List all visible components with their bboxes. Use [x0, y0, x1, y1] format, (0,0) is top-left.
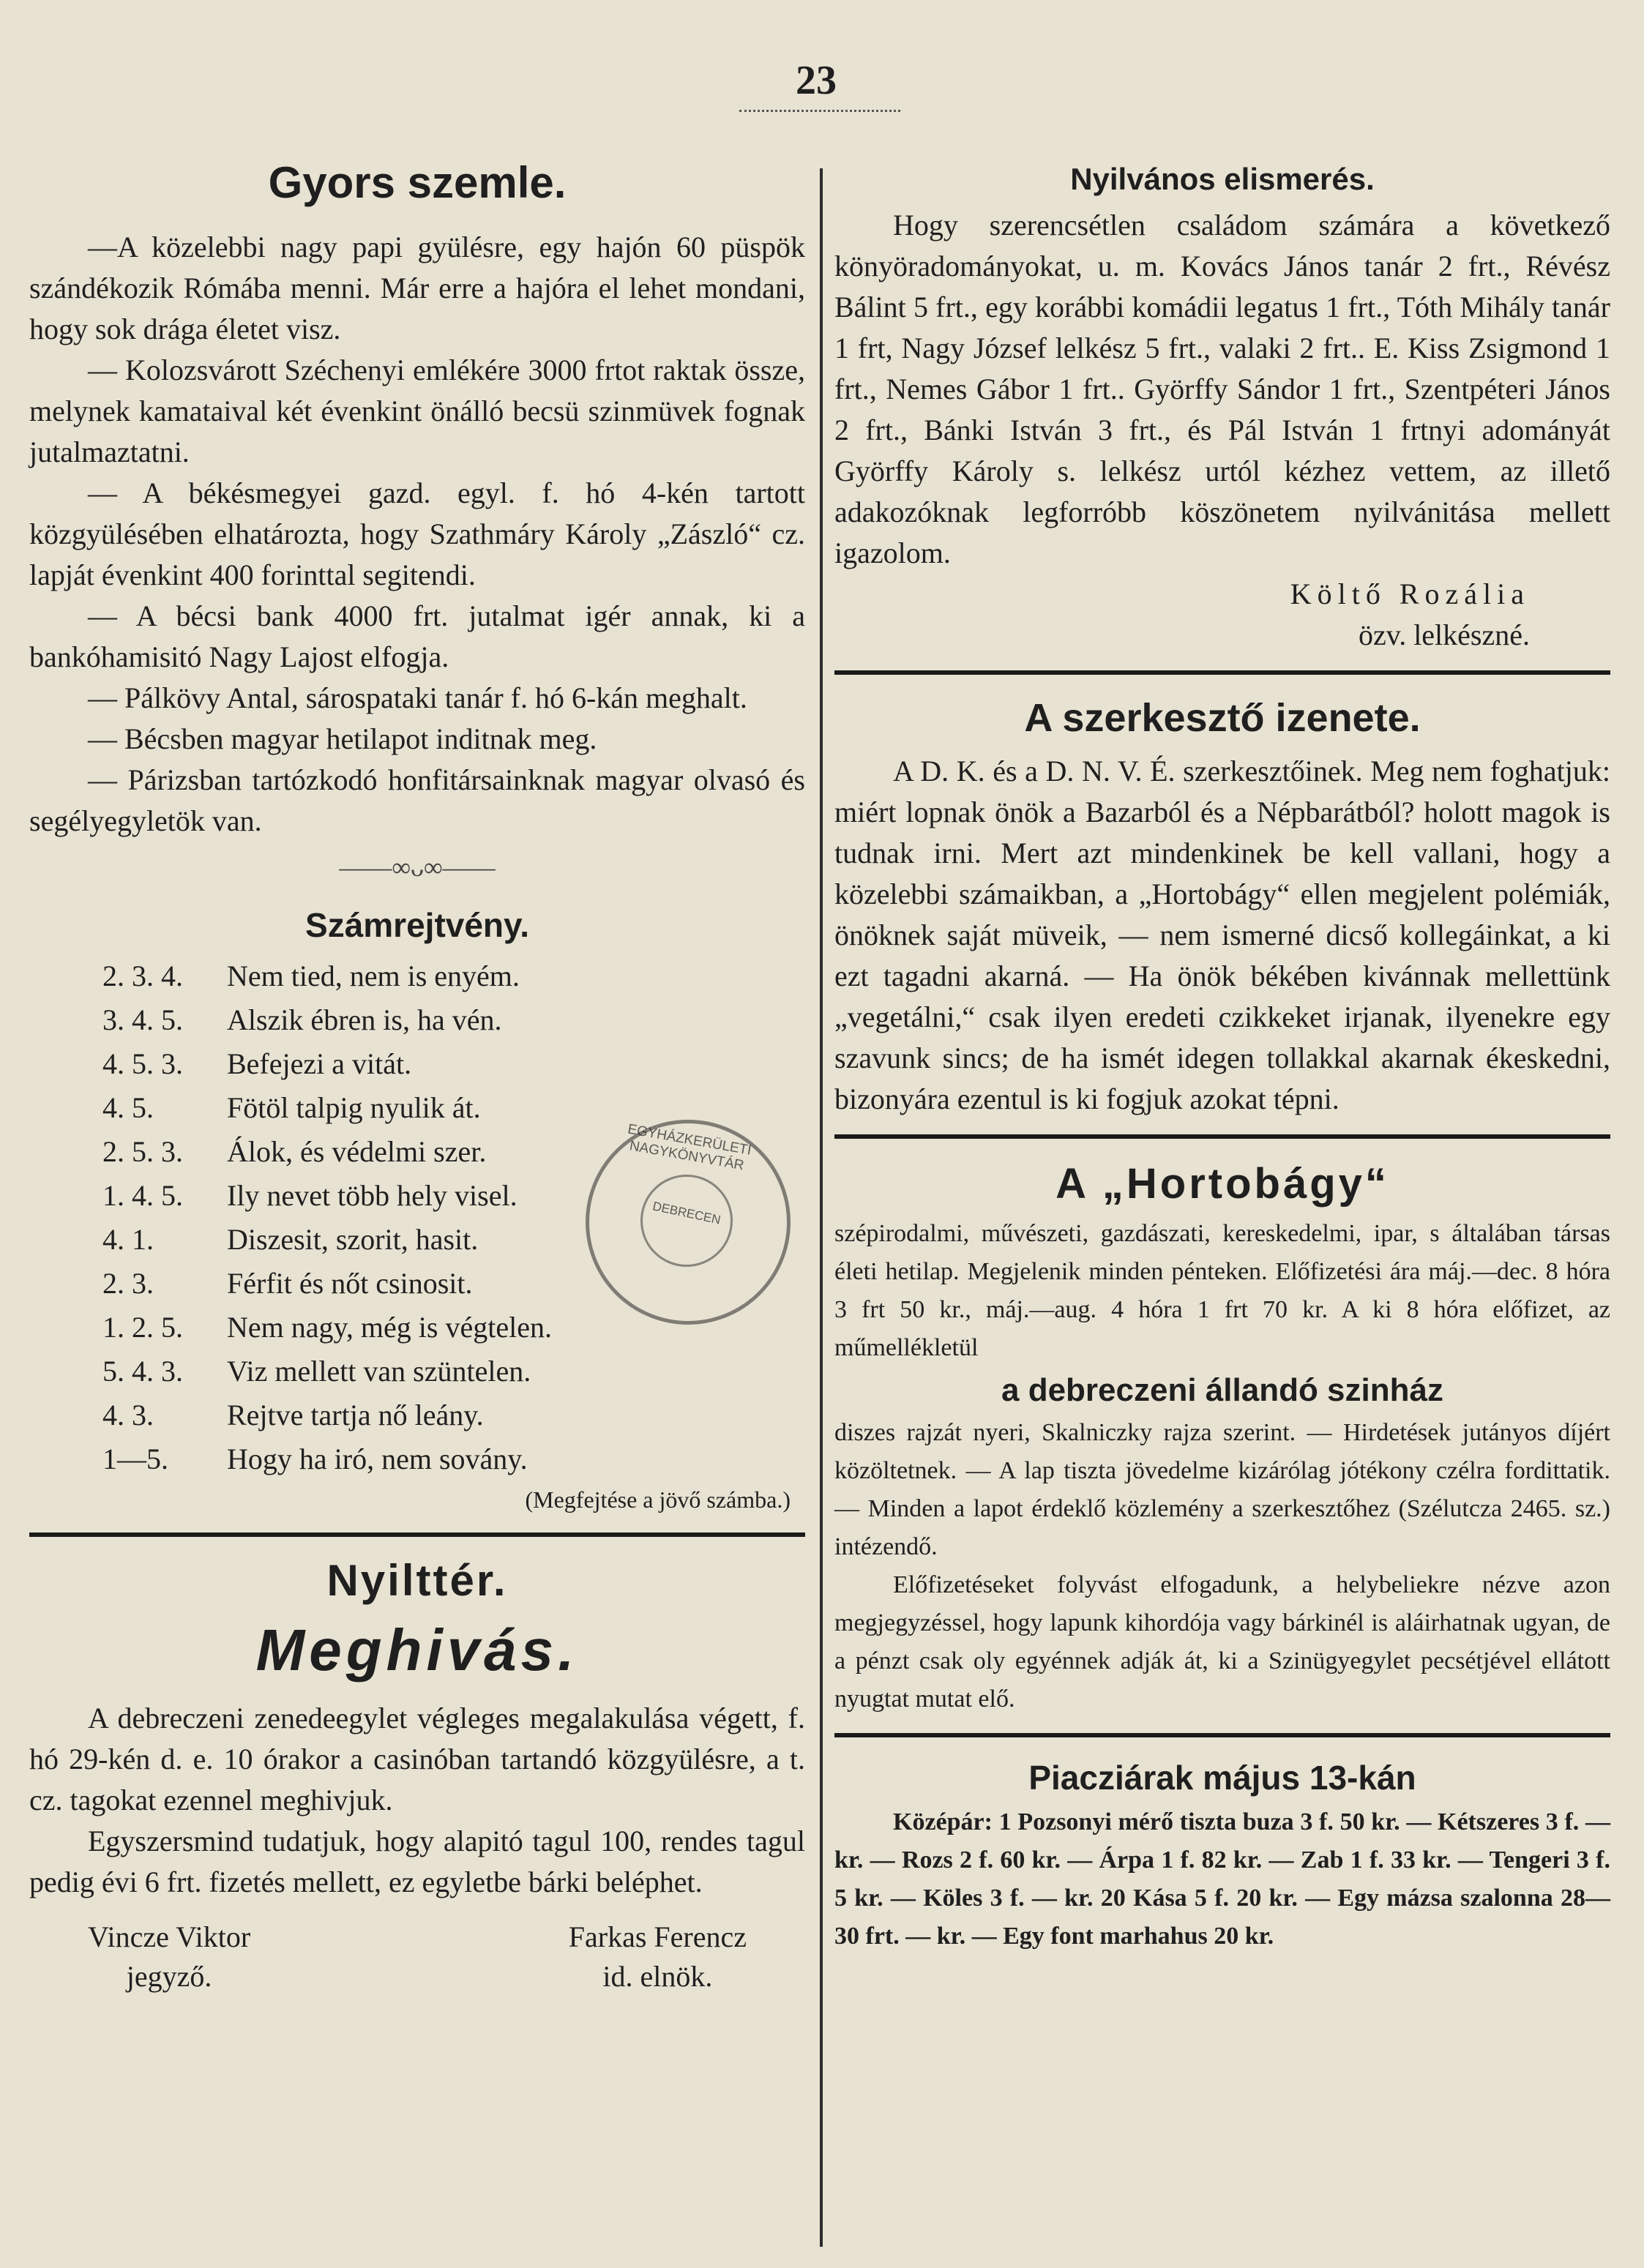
riddle-number: 4. 5. [102, 1091, 154, 1124]
riddle-row [102, 998, 878, 1042]
riddle-row [102, 1437, 878, 1481]
ornament-divider: ——∞ᴗ∞—— [339, 853, 496, 882]
news-item: — Párizsban tartózkodó honfitársainknak magyar olvasó és segélyegyletök van. [29, 763, 805, 837]
piaczi-text: Középár: 1 Pozsonyi mérő tiszta buza 3 f. 50 kr. — Kétszeres 3 f. — kr. — Rozs 2 f. 60 kr. — Árpa 1 f. 82 kr. — Zab 1 f. 33 kr. — Tengeri 3 f. 5 kr. — Köles 3 f. — kr. 20 Kása 5 f. 20 kr. — Egy mázsa szalonna 28—30 frt. — kr. — Egy font marhahus 20 kr. [834, 1808, 1610, 1950]
section-rule [834, 1733, 1610, 1737]
section-rule [834, 1134, 1610, 1139]
riddle-clue: Befejezi a vitát. [227, 1047, 412, 1080]
meghivas-heading: Meghivás. [255, 1617, 579, 1683]
right-column [834, 154, 1610, 1956]
section-rule [834, 670, 1610, 675]
nyiltter-heading: Nyilttér. [326, 1556, 508, 1605]
hortobagy-text: diszes rajzát nyeri, Skalniczky rajza szerint. — Hirdetések jutányos díjért közöltetnek. — A lap tiszta jövedelme kizárólag jótékony czélra fordittatik. — Minden a lapot érdeklő közlemény a szerkesztőhez (Szélutcza 2465. sz.) intézendő. [834, 1419, 1610, 1560]
riddle-number: 1. 2. 5. [102, 1311, 183, 1344]
riddle-clue: Viz mellett van szüntelen. [227, 1355, 531, 1388]
meghivas-paragraph: Egyszersmind tudatjuk, hogy alapitó tagul 100, rendes tagul pedig évi 6 frt. fizetés mellett, ez egyletbe bárki beléphet. [29, 1824, 805, 1898]
nyilvanos-text: Hogy szerencsétlen családom számára a következő könyöradományokat, u. m. Kovács János tanár 2 frt., Révész Bálint 5 frt., egy korábbi komádii legatus 1 frt., Tóth Mihály tanár 1 frt, Nagy József lelkész 5 frt., valaki 2 frt.. E. Kiss Zsigmond 1 frt., Nemes Gábor 1 frt.. Györffy Sándor 1 frt., Szentpéteri János 2 frt., Bánki István 3 frt., és Pál István 1 frtnyi adományát Györffy Károly s. lelkész urtól kézhez vettem, az illető adakozóknak legforróbb köszönetem nyilvánitása mellett igazolom. [834, 209, 1610, 569]
meghivas-signatures [29, 1917, 805, 1996]
meghivas-paragraph: A debreczeni zenedeegylet végleges megalakulása végett, f. hó 29-kén d. e. 10 órakor a casinóban tartandó közgyülésre, a t. cz. tagokat ezennel meghivjuk. [29, 1702, 805, 1816]
news-item: — A bécsi bank 4000 frt. jutalmat igér annak, ki a bankóhamisitó Nagy Lajost elfogja. [29, 599, 805, 673]
signer-name: Vincze Viktor [88, 1920, 251, 1953]
news-item: —A közelebbi nagy papi gyülésre, egy hajón 60 püspök szándékozik Rómába menni. Már erre a hajóra el lehet mondani, hogy sok drága életet visz. [29, 231, 805, 345]
riddle-clue: Ily nevet több hely visel. [227, 1179, 518, 1212]
stamp-inner-circle [640, 1175, 733, 1267]
riddle-row [102, 954, 878, 998]
signer-name: Költő Rozália [1290, 577, 1530, 610]
signer-role: özv. lelkészné. [1359, 618, 1530, 651]
riddle-note: (Megfejtése a jövő számba.) [525, 1486, 791, 1513]
riddle-number: 2. 5. 3. [102, 1135, 183, 1168]
page-number-ornament [739, 110, 900, 112]
riddle-row [102, 1086, 878, 1130]
news-item: — Kolozsvárott Széchenyi emlékére 3000 frtot raktak össze, melynek kamataival két évenkint önálló becsü szinmüvek fognak jutalmaztatni. [29, 353, 805, 468]
szerkeszto-heading: A szerkesztő izenete. [1024, 696, 1421, 740]
news-item: — Bécsben magyar hetilapot inditnak meg. [88, 722, 597, 755]
riddle-clue: Férfit és nőt csinosit. [227, 1267, 473, 1300]
riddle-row [102, 1350, 878, 1393]
riddle-number: 5. 4. 3. [102, 1355, 183, 1388]
riddle-number: 3. 4. 5. [102, 1003, 183, 1036]
riddle-number: 1. 4. 5. [102, 1179, 183, 1212]
riddle-clue: Alszik ébren is, ha vén. [227, 1003, 502, 1036]
riddle-row [102, 1393, 878, 1437]
szerkeszto-text: A D. K. és a D. N. V. É. szerkesztőinek. Meg nem foghatjuk: miért lopnak önök a Bazarból és a Népbarátból? holott magok is tudnak irni. Mert azt mindenkinek be kell vallani, hogy a közelebbi számaikban, a „Hortobágy“ ellen megjelent polémiák, önöknek saját müveik, — nem ismerné dicső kollegáinkat, a ki ezt tagadni akarná. — Ha önök békében kivánnak mellettünk „vegetálni,“ csak ilyen eredeti czikkeket irjanak, ilyenekre egy szavunk sincs; de ha ismét idegen tollakkal akarnak ékeskedni, bizonyára ezentul is ki fogjuk azokat tépni. [834, 755, 1610, 1115]
szinhaz-heading: a debreczeni állandó szinház [1001, 1372, 1443, 1408]
news-item: — Pálkövy Antal, sárospataki tanár f. hó 6-kán meghalt. [88, 681, 747, 714]
riddle-clue: Álok, és védelmi szer. [227, 1135, 487, 1168]
left-column [29, 154, 805, 1996]
hortobagy-text: szépirodalmi, művészeti, gazdászati, kereskedelmi, ipar, s általában társas életi hetilap. Megjelenik minden pénteken. Előfizetési ára máj.—dec. 8 hóra 3 frt 50 kr., máj.—aug. 4 hóra 1 frt 70 kr. A ki 8 hóra előfizet, az műmellékletül [834, 1220, 1610, 1361]
riddle-number: 1—5. [102, 1442, 168, 1475]
riddle-clue: Nem nagy, még is végtelen. [227, 1311, 552, 1344]
nyilvanos-heading: Nyilvános elismerés. [1070, 162, 1375, 196]
gyors-szemle-heading: Gyors szemle. [268, 158, 567, 207]
riddle-row [102, 1306, 878, 1350]
signer-role: jegyző. [126, 1960, 212, 1993]
signer-role: id. elnök. [602, 1960, 713, 1993]
stamp-center-text: DEBRECEN [651, 1199, 722, 1227]
stamp-ring-text: EGYHÁZKERÜLETI NAGYKÖNYVTÁR [626, 1121, 753, 1174]
riddle-clue: Rejtve tartja nő leány. [227, 1399, 484, 1431]
riddle-number: 2. 3. 4. [102, 959, 183, 992]
riddle-row [102, 1042, 878, 1086]
riddle-number: 2. 3. [102, 1267, 154, 1300]
riddle-clue: Hogy ha iró, nem sovány. [227, 1442, 528, 1475]
nyilvanos-signature [834, 574, 1610, 656]
page-number: 23 [796, 58, 837, 103]
riddle-number: 4. 5. 3. [102, 1047, 183, 1080]
riddle-number: 4. 3. [102, 1399, 154, 1431]
riddle-clue: Fötöl talpig nyulik át. [227, 1091, 481, 1124]
riddle-clue: Nem tied, nem is enyém. [227, 959, 520, 992]
piaczi-heading: Piacziárak május 13-kán [1028, 1759, 1416, 1797]
section-rule [29, 1532, 805, 1537]
hortobagy-text: Előfizetéseket folyvást elfogadunk, a helybeliekre nézve azon megjegyzéssel, hogy lapunk kihordója vagy bárkinél is aláirhatnak ugyan, de a pénzt csak oly egyénnek adják át, ki a Szinügyegylet pecsétjével ellátott nyugtat mutat elő. [834, 1571, 1610, 1713]
riddle-heading: Számrejtvény. [305, 906, 529, 944]
hortobagy-heading: A „Hortobágy“ [1055, 1160, 1389, 1208]
library-stamp [586, 1120, 791, 1325]
news-item: — A békésmegyei gazd. egyl. f. hó 4-kén tartott közgyülésében elhatározta, hogy Szathmáry Károly „Zászló“ cz. lapját évenkint 400 forinttal segitendi. [29, 476, 805, 591]
signer-name: Farkas Ferencz [568, 1920, 747, 1953]
riddle-clue: Diszesit, szorit, hasit. [227, 1223, 479, 1256]
riddle-number: 4. 1. [102, 1223, 154, 1256]
